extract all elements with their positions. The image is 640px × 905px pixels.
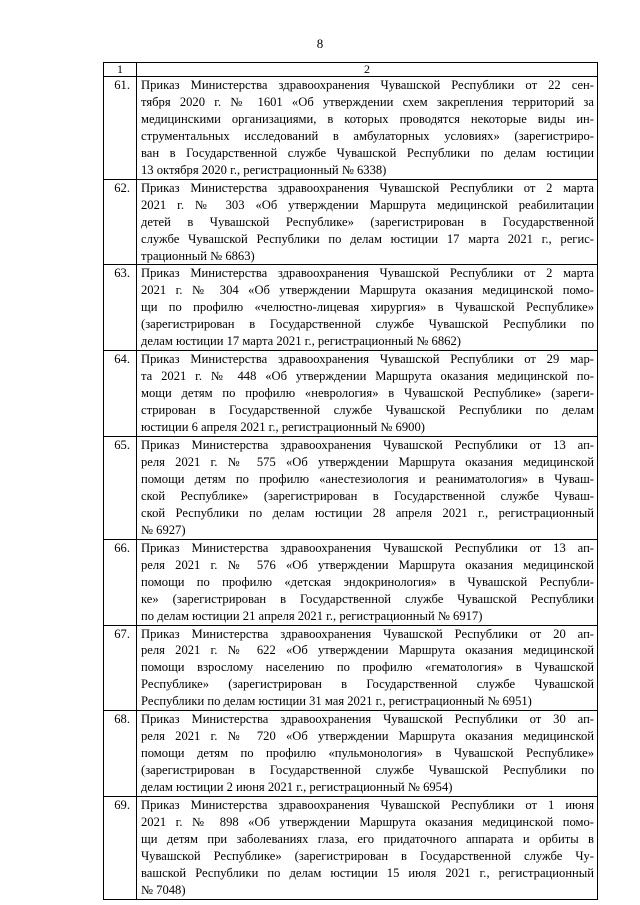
text-line: службе Чувашской Республики по делам юстиции 17 марта 2021 г., регис- bbox=[141, 231, 594, 246]
page-number: 8 bbox=[316, 36, 324, 51]
table-body bbox=[104, 63, 598, 900]
row-text bbox=[137, 539, 598, 625]
text-line: стрирован в Государственной службе Чувашской Республики по делам bbox=[141, 403, 594, 418]
text-line: помощи детям по профилю «анестезиология и реаниматология» в Чуваш- bbox=[141, 471, 594, 486]
text-line: 2021 г. № 304 «Об утверждении Маршрута оказания медицинской помо- bbox=[141, 283, 594, 298]
text-line: Приказ Министерства здравоохранения Чувашской Республики от 22 сен- bbox=[141, 78, 594, 92]
row-text bbox=[137, 437, 598, 540]
text-line: Приказ Министерства здравоохранения Чувашской Республики от 30 ап- bbox=[141, 712, 594, 727]
row-text bbox=[137, 77, 598, 180]
text-line: помощи детям по профилю «пульмонология» в Чувашской Республике» bbox=[141, 746, 594, 761]
text-line: № 7048) bbox=[141, 882, 186, 897]
text-line: реля 2021 г. № 622 «Об утверждении Маршрута оказания медицинской bbox=[141, 643, 594, 658]
row-text bbox=[137, 351, 598, 437]
text-line: мощи детям по профилю «неврология» в Чувашской Республике» (зареги- bbox=[141, 386, 594, 401]
text-line: тября 2020 г. № 1601 «Об утверждении схем закрепления территорий за bbox=[141, 94, 594, 109]
text-line: реля 2021 г. № 720 «Об утверждении Маршрута оказания медицинской bbox=[141, 729, 594, 744]
text-line: помощи взрослому населению по профилю «гематология» в Чувашской bbox=[141, 660, 594, 675]
text-line: Приказ Министерства здравоохранения Чувашской Республики от 2 марта bbox=[141, 266, 594, 281]
text-line: трационный № 6863) bbox=[141, 248, 255, 263]
text-line: юстиции 6 апреля 2021 г., регистрационный № 6900) bbox=[141, 420, 425, 435]
text-line: Чувашской Республике» (зарегистрирован в Государственной службе Чу- bbox=[141, 848, 594, 863]
table-row bbox=[104, 625, 598, 711]
table-row bbox=[104, 351, 598, 437]
text-line: помощи по профилю «детская эндокринология» в Чувашской Республи- bbox=[141, 574, 594, 589]
text-line: делам юстиции 17 марта 2021 г., регистрационный № 6862) bbox=[141, 334, 461, 349]
row-text bbox=[137, 625, 598, 711]
document-table bbox=[103, 62, 598, 900]
row-text bbox=[137, 265, 598, 351]
row-number: 61. bbox=[104, 77, 137, 180]
text-line: реля 2021 г. № 575 «Об утверждении Маршрута оказания медицинской bbox=[141, 454, 594, 469]
text-line: та 2021 г. № 448 «Об утверждении Маршрута оказания медицинской по- bbox=[141, 369, 594, 384]
table-row bbox=[104, 539, 598, 625]
text-line: струментальных исследований в амбулаторных условиях» (зарегистриро- bbox=[141, 128, 594, 143]
text-line: Приказ Министерства здравоохранения Чувашской Республики от 29 мар- bbox=[141, 352, 594, 367]
text-line: ской Республики по делам юстиции 28 апреля 2021 г., регистрационный bbox=[141, 505, 594, 520]
text-line: Приказ Министерства здравоохранения Чувашской Республики от 1 июня bbox=[141, 798, 594, 813]
row-number: 63. bbox=[104, 265, 137, 351]
text-line: 13 октября 2020 г., регистрационный № 6338) bbox=[141, 162, 387, 177]
row-number: 69. bbox=[104, 797, 137, 900]
row-number: 62. bbox=[104, 179, 137, 265]
text-line: ван в Государственной службе Чувашской Республики по делам юстиции bbox=[141, 145, 594, 160]
row-text bbox=[137, 711, 598, 797]
text-line: детей в Чувашской Республике» (зарегистрирован в Государственной bbox=[141, 214, 594, 229]
text-line: 2021 г. № 898 «Об утверждении Маршрута оказания медицинской помо- bbox=[141, 814, 594, 829]
column-header-text: 2 bbox=[137, 63, 598, 77]
row-text bbox=[137, 797, 598, 900]
table-row bbox=[104, 437, 598, 540]
text-line: щи по профилю «челюстно-лицевая хирургия» в Чувашской Республике» bbox=[141, 300, 594, 315]
row-text bbox=[137, 179, 598, 265]
text-line: медицинскими организациями, в которых проводятся некоторые виды ин- bbox=[141, 111, 594, 126]
table-row bbox=[104, 797, 598, 900]
table-header-row bbox=[104, 63, 598, 77]
text-line: Приказ Министерства здравоохранения Чувашской Республики от 20 ап- bbox=[141, 626, 594, 641]
text-line: Республике» (зарегистрирован в Государственной службе Чувашской bbox=[141, 677, 594, 692]
table-row bbox=[104, 265, 598, 351]
text-line: Приказ Министерства здравоохранения Чувашской Республики от 13 ап- bbox=[141, 438, 594, 453]
text-line: ской Республике» (зарегистрирован в Государственной службе Чуваш- bbox=[141, 488, 594, 503]
column-header-number: 1 bbox=[104, 63, 137, 77]
text-line: (зарегистрирован в Государственной службе Чувашской Республики по bbox=[141, 317, 594, 332]
row-number: 66. bbox=[104, 539, 137, 625]
text-line: Приказ Министерства здравоохранения Чувашской Республики от 2 марта bbox=[141, 180, 594, 195]
table-row bbox=[104, 77, 598, 180]
text-line: ке» (зарегистрирован в Государственной службе Чувашской Республики bbox=[141, 591, 594, 606]
text-line: № 6927) bbox=[141, 522, 186, 537]
table-row bbox=[104, 711, 598, 797]
text-line: по делам юстиции 21 апреля 2021 г., регистрационный № 6917) bbox=[141, 608, 483, 623]
table-row bbox=[104, 179, 598, 265]
text-line: реля 2021 г. № 576 «Об утверждении Маршрута оказания медицинской bbox=[141, 557, 594, 572]
text-line: щи детям при заболеваниях глаза, его придаточного аппарата и орбиты в bbox=[141, 831, 594, 846]
row-number: 68. bbox=[104, 711, 137, 797]
text-line: 2021 г. № 303 «Об утверждении Маршрута медицинской реабилитации bbox=[141, 197, 594, 212]
text-line: (зарегистрирован в Государственной службе Чувашской Республики по bbox=[141, 763, 594, 778]
text-line: Республики по делам юстиции 31 мая 2021 г., регистрационный № 6951) bbox=[141, 694, 532, 709]
text-line: Приказ Министерства здравоохранения Чувашской Республики от 13 ап- bbox=[141, 540, 594, 555]
text-line: делам юстиции 2 июня 2021 г., регистрационный № 6954) bbox=[141, 780, 453, 795]
row-number: 65. bbox=[104, 437, 137, 540]
row-number: 67. bbox=[104, 625, 137, 711]
text-line: вашской Республики по делам юстиции 15 июля 2021 г., регистрационный bbox=[141, 865, 594, 880]
row-number: 64. bbox=[104, 351, 137, 437]
